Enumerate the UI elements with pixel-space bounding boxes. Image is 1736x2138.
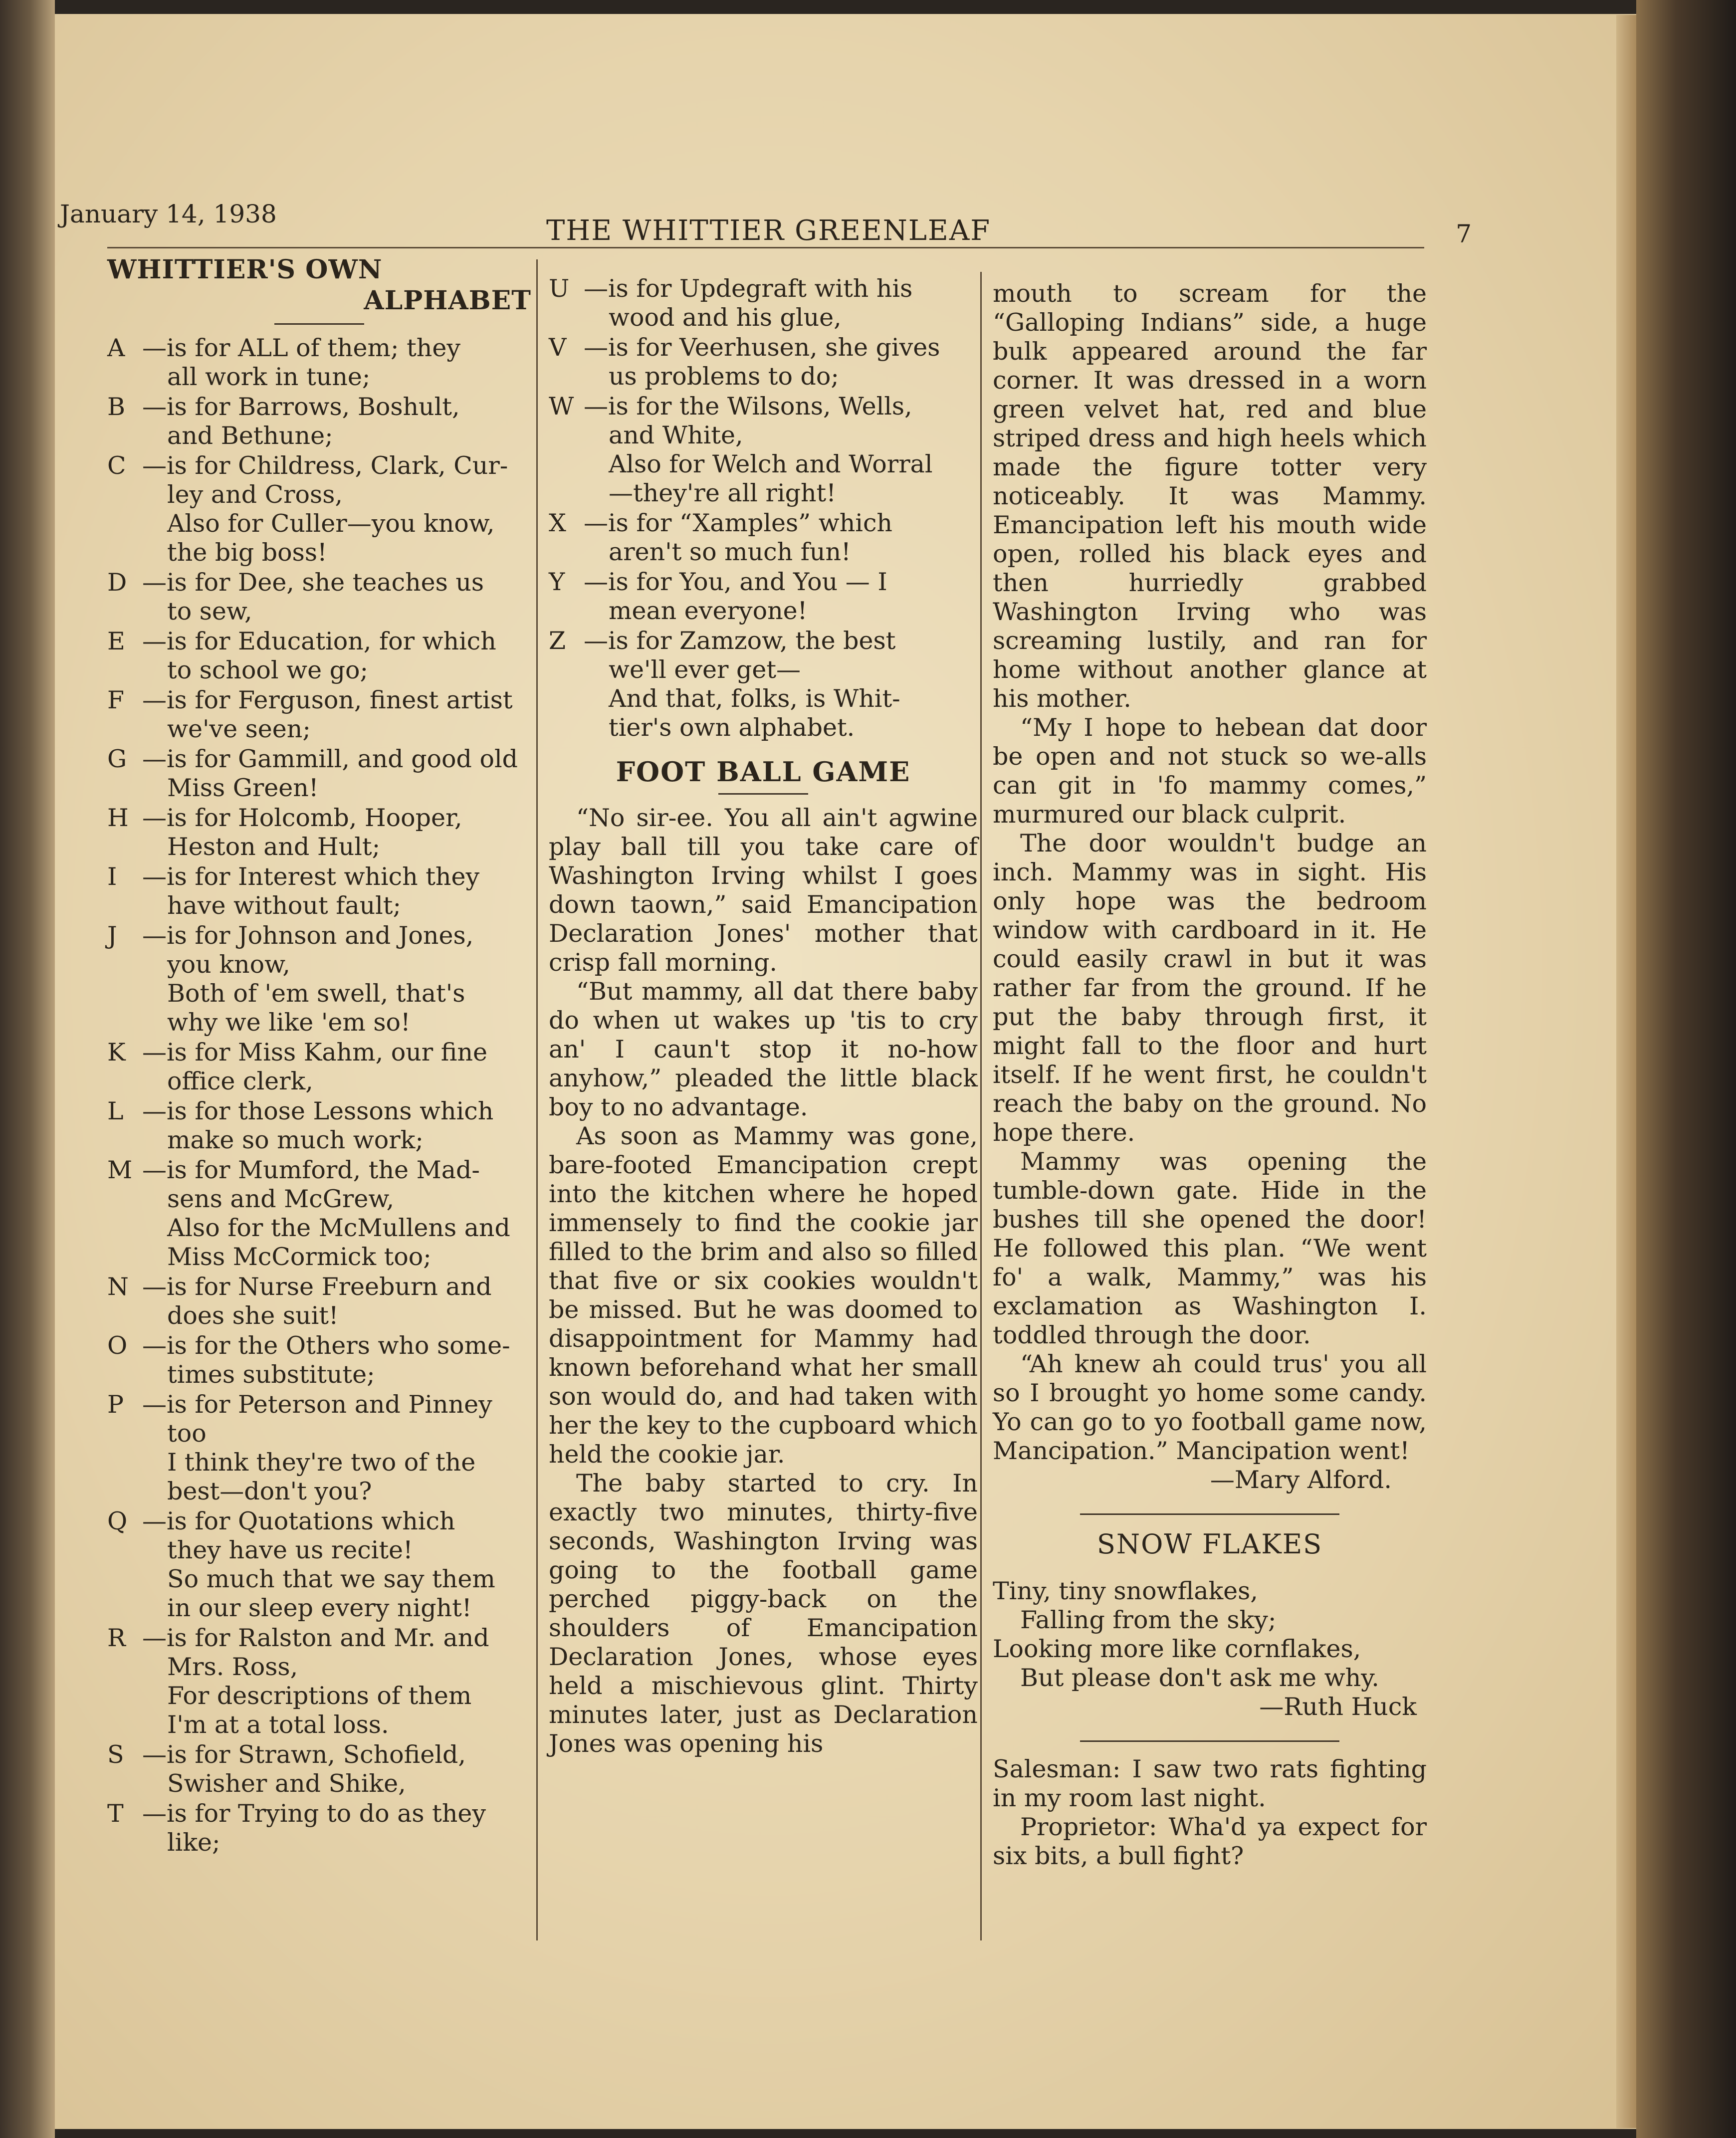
alphabet-entry [549, 392, 978, 508]
story-paragraph: The baby started to cry. In exactly two minutes, thirty-five seconds, Washington Irving was going to the football game perched piggy-back on the shoulders of Emancipation Declaration Jones, whose eyes held a mischievous glint. Thirty minutes later, just as Declaration Jones was opening his [549, 1469, 978, 1758]
alphabet-line: —is for Updegraft with his [584, 274, 913, 303]
alphabet-line: have without fault; [167, 891, 401, 920]
poem-line: Looking more like cornflakes, [993, 1635, 1361, 1663]
alphabet-line: us problems to do; [609, 362, 839, 391]
alphabet-entry [549, 627, 978, 742]
alphabet-letter: P [107, 1390, 124, 1419]
alphabet-letter: S [107, 1740, 124, 1769]
alphabet-line: I think they're two of the [167, 1448, 476, 1477]
alphabet-entry [107, 1273, 531, 1330]
football-title: FOOT BALL GAME [616, 756, 911, 788]
alphabet-entry [107, 1156, 531, 1272]
alphabet-entry [107, 921, 531, 1037]
alphabet-line: —is for Barrows, Boshult, [142, 393, 460, 421]
header-date: January 14, 1938 [60, 200, 277, 228]
alphabet-entry [107, 1799, 531, 1857]
alphabet-line: best—don't you? [167, 1477, 372, 1505]
alphabet-line: —is for Ferguson, finest artist [142, 686, 513, 714]
alphabet-letter: N [107, 1273, 129, 1301]
page-edge [1616, 15, 1636, 2128]
alphabet-line: —is for You, and You — I [584, 568, 887, 596]
alphabet-letter: X [549, 509, 566, 537]
alphabet-letter: G [107, 745, 127, 773]
alphabet-entry [107, 1740, 531, 1798]
alphabet-line: —is for Zamzow, the best [584, 627, 896, 655]
poem-title: SNOW FLAKES [1096, 1528, 1323, 1560]
alphabet-letter: F [107, 686, 124, 714]
story-paragraph: “No sir-ee. You all ain't agwine play ball till you take care of Washington Irving whilst I goes down taown,” said Emancipation Declaration Jones' mother that crisp fall morning. [549, 804, 978, 977]
alphabet-line: —is for Veerhusen, she gives [584, 333, 940, 362]
alphabet-list-part2 [549, 274, 978, 742]
alphabet-line: —is for Strawn, Schofield, [142, 1740, 466, 1769]
header-title: THE WHITTIER GREENLEAF [546, 214, 991, 247]
alphabet-line: —is for Ralston and Mr. and [142, 1624, 489, 1652]
alphabet-line: Heston and Hult; [167, 833, 381, 861]
alphabet-line: office clerk, [167, 1067, 313, 1095]
alphabet-line: Also for Welch and Worral [609, 450, 933, 478]
alphabet-line: mean everyone! [609, 597, 808, 625]
alphabet-line: —is for Education, for which [142, 627, 496, 655]
alphabet-letter: R [107, 1624, 126, 1652]
alphabet-line: —is for Gammill, and good old [142, 745, 518, 773]
column-3 [993, 279, 1427, 1871]
football-title-rule [718, 793, 808, 795]
poem [993, 1577, 1427, 1721]
alphabet-line: Both of 'em swell, that's [167, 979, 465, 1008]
alphabet-entry [549, 333, 978, 391]
story-paragraph: As soon as Mammy was gone, bare-footed Emancipation crept into the kitchen where he hoped immensely to find the cookie jar filled to the brim and also so filled that five or six cookies wouldn't be missed. But he was doomed to disappointment for Mammy had known beforehand what her small son would do, and had taken with her the key to the cupboard which held the cookie jar. [549, 1122, 978, 1469]
header-rule [107, 247, 1424, 248]
alphabet-letter: C [107, 451, 126, 480]
header-page-number: 7 [1456, 219, 1472, 248]
alphabet-line: does she suit! [167, 1301, 339, 1330]
alphabet-line: and Bethune; [167, 422, 333, 450]
story-paragraph: The door wouldn't budge an inch. Mammy was in sight. His only hope was the bedroom window with cardboard in it. He could easily crawl in but it was rather far from the ground. If he put the baby through first, it might fall to the floor and hurt itself. If he went first, he couldn't reach the baby on the ground. No hope there. [993, 829, 1427, 1147]
alphabet-entry [107, 393, 531, 450]
alphabet-entry [107, 1390, 531, 1506]
alphabet-letter: D [107, 568, 127, 597]
alphabet-line: —is for Miss Kahm, our fine [142, 1038, 488, 1067]
alphabet-letter: U [549, 274, 570, 303]
story-paragraph: “My I hope to hebean dat door be open and not stuck so we-alls can git in 'fo mammy comes,” murmured our black culprit. [993, 713, 1427, 829]
alphabet-entry [107, 1507, 531, 1623]
alphabet-line: wood and his glue, [609, 303, 842, 332]
alphabet-letter: L [107, 1097, 124, 1125]
poem-line: Tiny, tiny snowflakes, [993, 1577, 1258, 1605]
alphabet-line: —is for those Lessons which [142, 1097, 494, 1125]
left-gutter [0, 0, 55, 2138]
alphabet-letter: W [549, 392, 574, 421]
column-rule-2 [980, 272, 982, 1940]
title-rule [274, 323, 364, 325]
alphabet-line: —is for Mumford, the Mad- [142, 1156, 480, 1184]
alphabet-line: —is for Holcomb, Hooper, [142, 804, 462, 832]
alphabet-entry [107, 1331, 531, 1389]
alphabet-line: you know, [167, 950, 290, 979]
alphabet-line: make so much work; [167, 1126, 424, 1154]
poem-author: —Ruth Huck [1259, 1693, 1417, 1721]
alphabet-line: all work in tune; [167, 363, 371, 391]
alphabet-line: —is for “Xamples” which [584, 509, 892, 537]
alphabet-line: Miss Green! [167, 774, 319, 802]
alphabet-letter: B [107, 393, 126, 421]
alphabet-line: —is for ALL of them; they [142, 334, 461, 362]
alphabet-line: So much that we say them [167, 1565, 495, 1593]
story-author: —Mary Alford. [1210, 1466, 1392, 1494]
joke-line-2: Proprietor: Wha'd ya expect for six bits, a bull fight? [993, 1813, 1427, 1870]
alphabet-line: —is for Trying to do as they [142, 1799, 486, 1828]
column-1 [107, 254, 531, 1858]
alphabet-line: —is for Nurse Freeburn and [142, 1273, 492, 1301]
alphabet-line: too [167, 1419, 207, 1448]
alphabet-entry [107, 568, 531, 626]
alphabet-entry [549, 274, 978, 332]
story-paragraph: “But mammy, all dat there baby do when ut wakes up 'tis to cry an' I caun't stop it no-how anyhow,” pleaded the little black boy to no advantage. [549, 977, 978, 1121]
alphabet-line: they have us recite! [167, 1536, 413, 1564]
story-paragraph: mouth to scream for the “Galloping Indians” side, a huge bulk appeared around the far corner. It was dressed in a worn green velvet hat, red and blue striped dress and high heels which made the figure totter very noticeably. It was Mammy. Emancipation left his mouth wide open, rolled his black eyes and then hurriedly grabbed Washington Irving who was screaming lustily, and ran for home without another glance at his mother. [993, 279, 1427, 713]
alphabet-line: times substitute; [167, 1360, 375, 1389]
alphabet-entry [107, 627, 531, 685]
alphabet-title-line2: ALPHABET [364, 285, 531, 316]
alphabet-entry [107, 804, 531, 861]
alphabet-letter: T [107, 1799, 124, 1828]
alphabet-letter: Z [549, 627, 566, 655]
alphabet-line: —is for Peterson and Pinney [142, 1390, 492, 1419]
alphabet-letter: H [107, 804, 129, 832]
column-rule-1 [536, 259, 538, 1940]
alphabet-line: the big boss! [167, 538, 327, 567]
page-header [60, 195, 1472, 248]
alphabet-line: —is for Dee, she teaches us [142, 568, 484, 597]
poem-line: But please don't ask me why. [1020, 1664, 1379, 1692]
alphabet-line: to school we go; [167, 656, 369, 684]
alphabet-line: Swisher and Shike, [167, 1769, 406, 1798]
alphabet-entry [549, 509, 978, 567]
poem-line: Falling from the sky; [1020, 1606, 1277, 1634]
alphabet-line: sens and McGrew, [167, 1185, 395, 1213]
alphabet-line: —is for Quotations which [142, 1507, 455, 1535]
alphabet-entry [107, 686, 531, 744]
alphabet-entry [107, 862, 531, 920]
alphabet-letter: K [107, 1038, 126, 1067]
book-binding [1636, 0, 1736, 2138]
alphabet-letter: M [107, 1156, 133, 1184]
alphabet-line: Also for Culler—you know, [167, 509, 495, 538]
story-paragraph: Mammy was opening the tumble-down gate. Hide in the bushes till she opened the door! He followed this plan. “We went fo' a walk, Mammy,” was his exclamation as Washington I. toddled through the door. [993, 1147, 1427, 1349]
alphabet-entry [107, 1097, 531, 1155]
section-divider [1080, 1740, 1339, 1742]
alphabet-line: —is for the Others who some- [142, 1331, 510, 1360]
alphabet-list-part1 [107, 334, 531, 1857]
alphabet-line: we've seen; [167, 715, 311, 743]
alphabet-letter: A [107, 334, 125, 362]
alphabet-line: ley and Cross, [167, 480, 343, 509]
alphabet-line: tier's own alphabet. [609, 713, 855, 742]
alphabet-line: —is for Johnson and Jones, [142, 921, 474, 950]
alphabet-entry [107, 334, 531, 392]
alphabet-line: —is for the Wilsons, Wells, [584, 392, 912, 421]
alphabet-line: —is for Childress, Clark, Cur- [142, 451, 508, 480]
alphabet-line: Miss McCormick too; [167, 1243, 432, 1271]
alphabet-letter: Q [107, 1507, 128, 1535]
alphabet-entry [107, 1624, 531, 1739]
alphabet-entry [107, 745, 531, 803]
alphabet-line: why we like 'em so! [167, 1008, 411, 1037]
alphabet-entry [549, 568, 978, 626]
alphabet-line: —they're all right! [609, 479, 836, 507]
column-2 [549, 274, 978, 1758]
alphabet-line: Mrs. Ross, [167, 1653, 298, 1681]
alphabet-line: aren't so much fun! [609, 538, 851, 566]
alphabet-line: —is for Interest which they [142, 862, 480, 891]
alphabet-line: like; [167, 1828, 220, 1857]
alphabet-entry [107, 451, 531, 567]
alphabet-letter: O [107, 1331, 128, 1360]
alphabet-title-line1: WHITTIER'S OWN [107, 254, 383, 285]
alphabet-line: and White, [609, 421, 743, 449]
alphabet-letter: J [107, 921, 117, 950]
alphabet-line: I'm at a total loss. [167, 1710, 389, 1739]
alphabet-letter: E [107, 627, 125, 655]
alphabet-line: Also for the McMullens and [167, 1214, 510, 1242]
alphabet-line: in our sleep every night! [167, 1594, 472, 1622]
alphabet-letter: Y [549, 568, 565, 596]
section-divider [1080, 1513, 1339, 1515]
alphabet-letter: I [107, 862, 117, 891]
alphabet-title [107, 254, 531, 316]
alphabet-line: For descriptions of them [167, 1682, 472, 1710]
alphabet-entry [107, 1038, 531, 1096]
alphabet-line: we'll ever get— [609, 655, 801, 684]
alphabet-letter: V [549, 333, 567, 362]
alphabet-line: And that, folks, is Whit- [609, 684, 900, 713]
story-paragraph: “Ah knew ah could trus' you all so I brought yo home some candy. Yo can go to yo football game now, Mancipation.” Mancipation went! [993, 1350, 1427, 1465]
alphabet-line: to sew, [167, 597, 252, 626]
joke-line-1: Salesman: I saw two rats fighting in my room last night. [993, 1755, 1427, 1812]
